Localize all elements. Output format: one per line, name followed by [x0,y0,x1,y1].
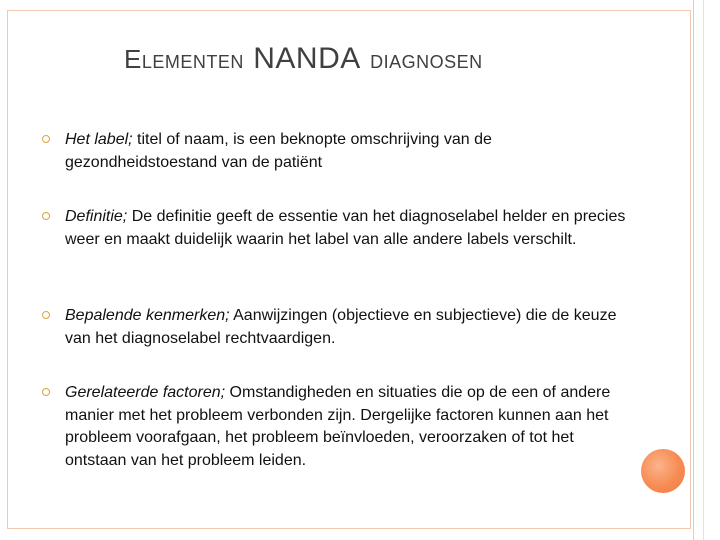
frame-decoration-line [693,0,694,540]
bullet-item-gerelateerde-factoren [42,382,632,472]
bullet-item-bepalende-kenmerken [42,305,632,350]
bullet-term: Het label; [65,131,133,148]
bullet-description: titel of naam, is een beknopte omschrijving van de gezondheidstoestand van de patiënt [65,131,492,171]
bullet-circle-icon [42,311,50,319]
bullet-circle-icon [42,212,50,220]
bullet-description: Omstandigheden en situaties die op de een of andere manier met het probleem verbonden zijn. Dergelijke factoren kunnen aan het probleem voorafgaan, het probleem beïnvloeden, veroorzaken of tot het ontstaan van het probleem leiden. [65,384,611,469]
bullet-text [65,305,632,350]
bullet-circle-icon [42,135,50,143]
bullet-description: De definitie geeft de essentie van het diagnoselabel helder en precies weer en maakt duidelijk waarin het label van alle andere labels verschilt. [65,208,626,248]
title-initial: E [124,44,142,74]
bullet-term: Bepalende kenmerken; [65,307,230,324]
bullet-term: Definitie; [65,208,128,225]
bullet-description: Aanwijzingen (objectieve en subjectieve) die de keuze van het diagnoselabel rechtvaardigen. [65,307,617,347]
bullet-item-definitie [42,206,632,251]
bullet-text [65,206,632,251]
bullet-text [65,382,632,472]
slide-title [124,40,483,79]
bullet-item-label [42,129,632,174]
bullet-circle-icon [42,388,50,396]
title-word-1: LEMENTEN [141,52,244,72]
bullet-term: Gerelateerde factoren; [65,384,226,401]
title-word-3: DIAGNOSEN [370,52,483,72]
frame-decoration-line-outer [703,0,704,540]
bullet-text [65,129,632,174]
title-word-2: NANDA [253,42,361,75]
decorative-orb [641,449,685,493]
